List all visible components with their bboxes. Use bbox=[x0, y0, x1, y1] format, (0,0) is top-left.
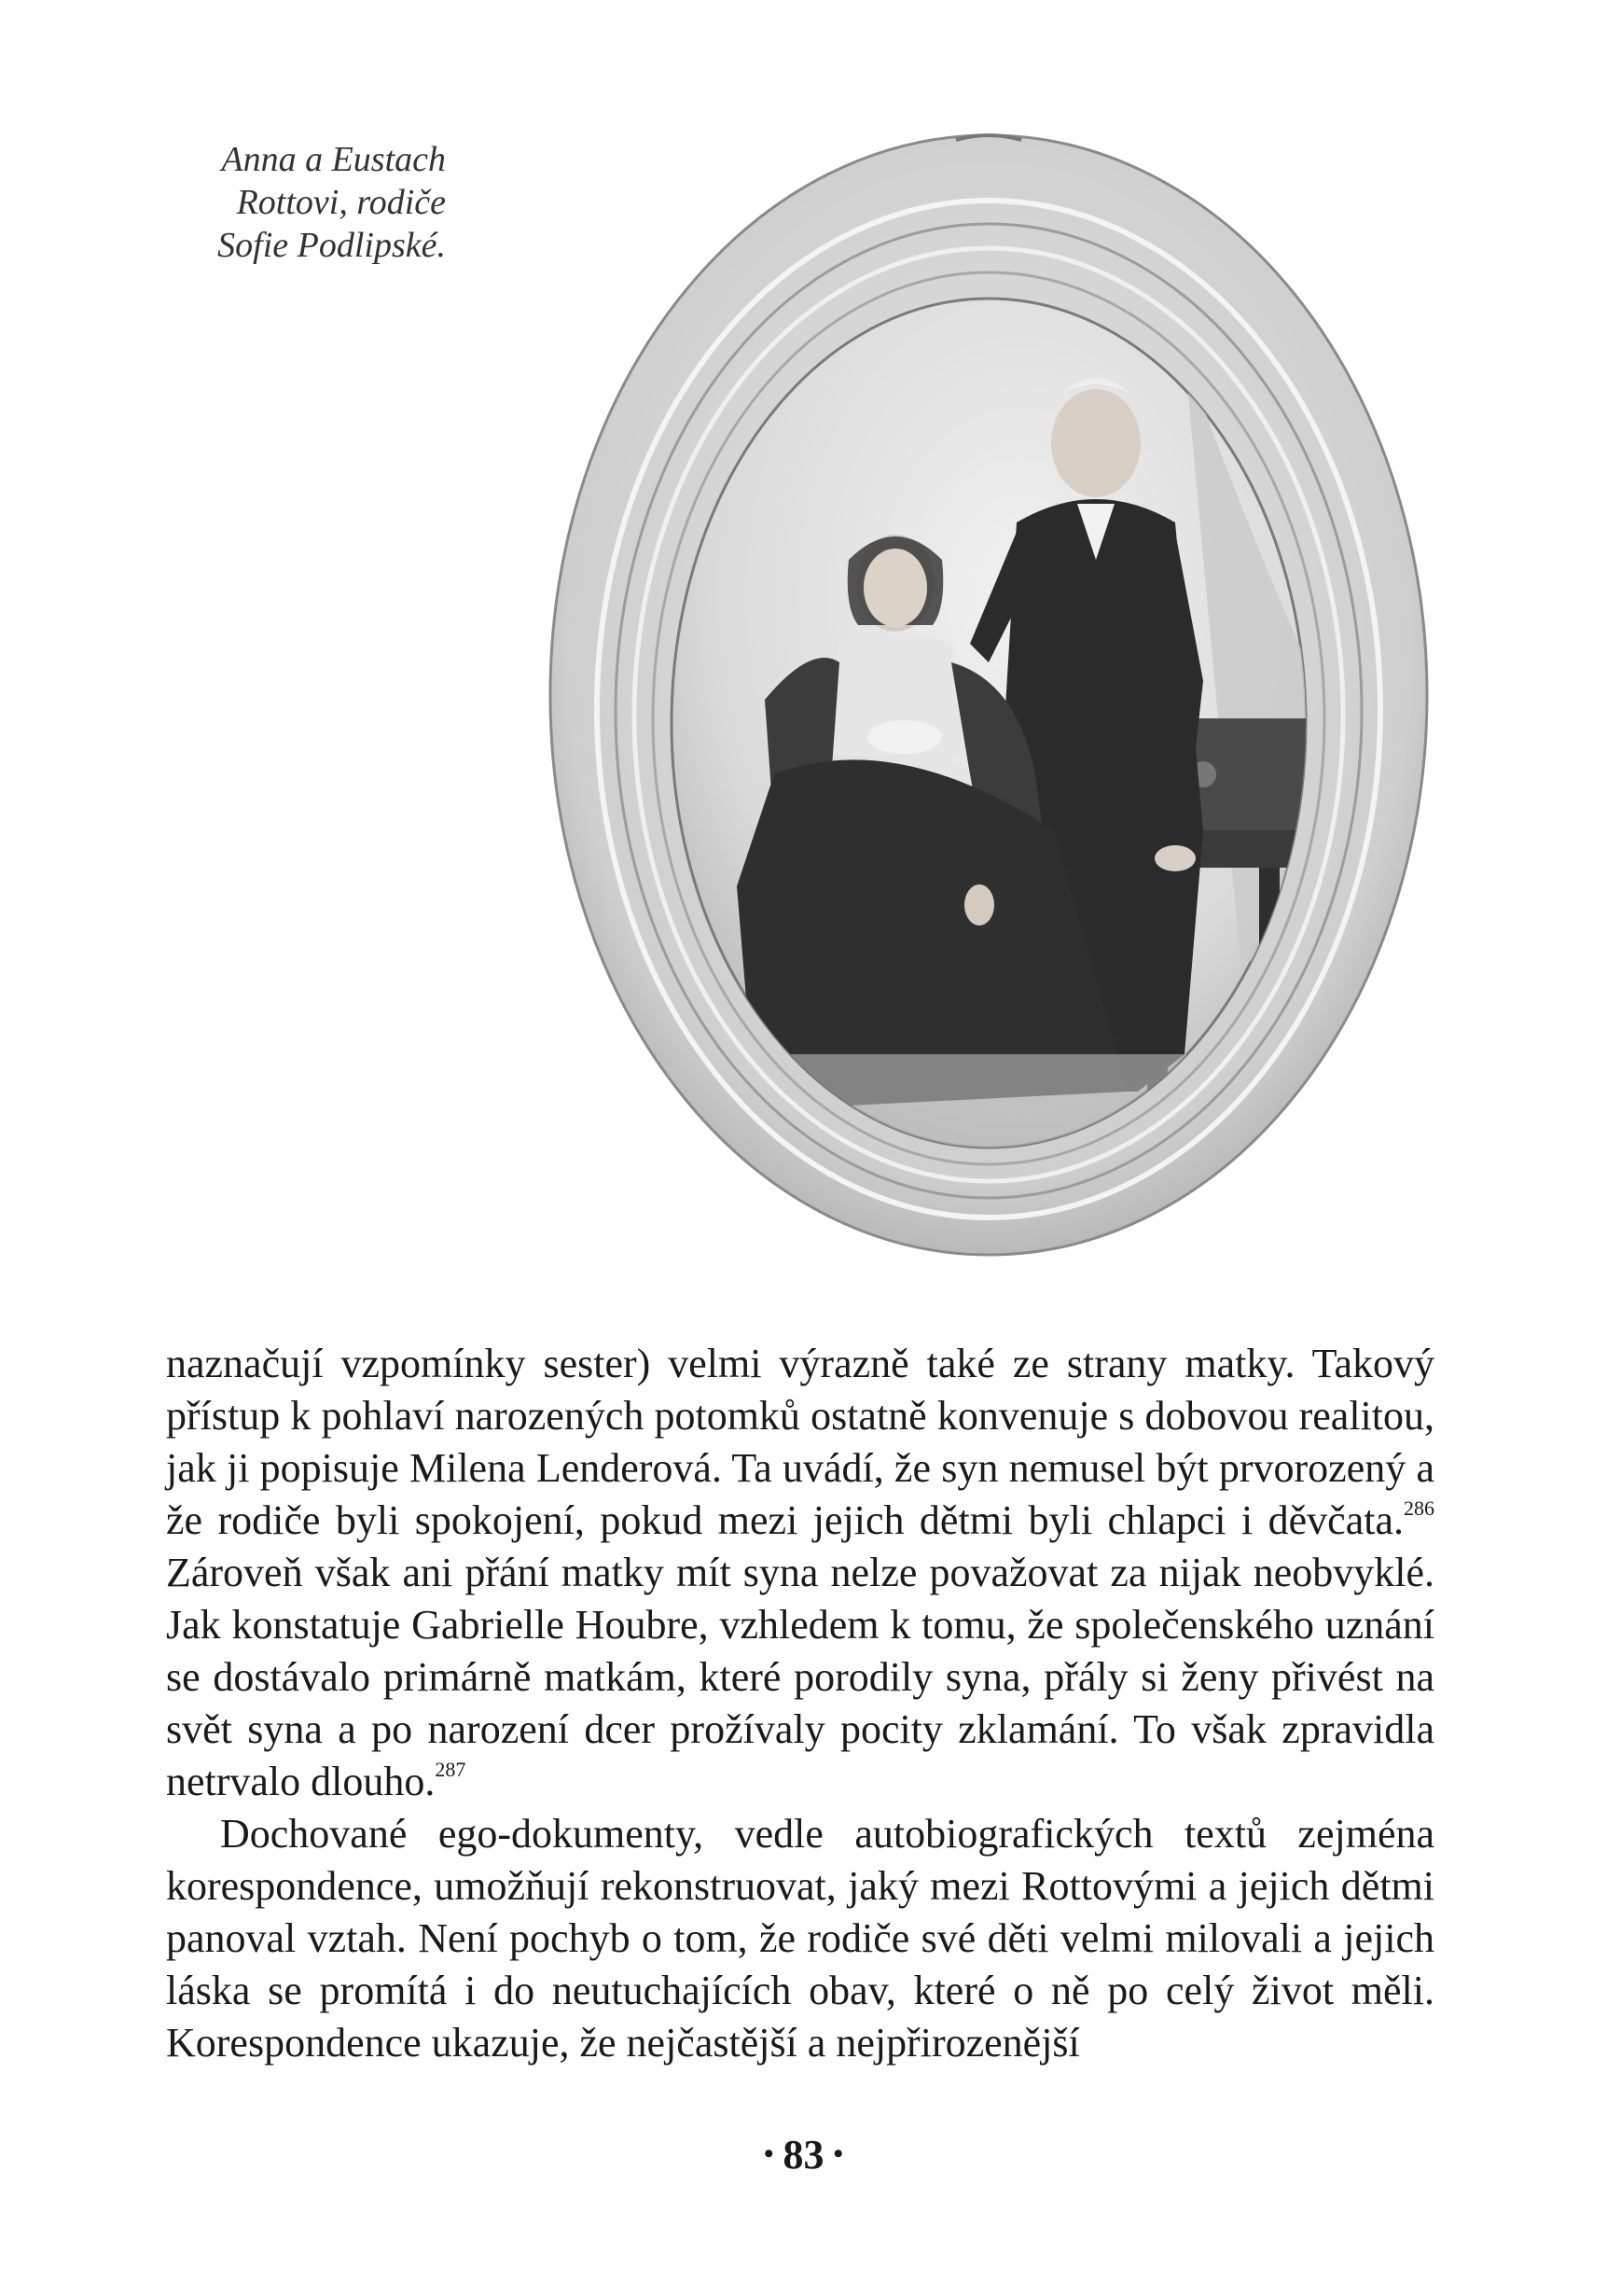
page-number-folio bbox=[0, 2131, 1607, 2178]
caption-line-3: Sofie Podlipské. bbox=[217, 226, 446, 265]
body-text bbox=[166, 1338, 1434, 2069]
caption-line-2: Rottovi, rodiče bbox=[236, 183, 446, 222]
paragraph-1-part-1: naznačují vzpomínky sester) velmi výrazně také ze strany matky. Takový přístup k pohlaví narozených potomků ostatně konvenuje s dobovou realitou, jak ji popisuje Milena Lenderová. Ta uvádí, že syn nemusel být prvorozený a že rodiče byli spokojení, pokud mezi jejich dětmi byli chlapci i děvčata. bbox=[166, 1341, 1434, 1543]
oval-framed-portrait-photo bbox=[532, 121, 1446, 1269]
folio-dot-right: • bbox=[833, 2138, 844, 2169]
folio-dot-left: • bbox=[763, 2138, 774, 2169]
paragraph-1 bbox=[166, 1338, 1434, 1808]
paragraph-2: Dochované ego-dokumenty, vedle autobiografických textů zejména korespondence, umožňují rekonstruovat, jaký mezi Rottovými a jejich dětmi panoval vztah. Není pochyb o tom, že rodiče své děti velmi milovali a jejich láska se promítá i do neutuchajících obav, které o ně po celý život měli. Korespondence ukazuje, že nejčastější a nejpřirozenější bbox=[166, 1811, 1434, 2066]
page-number: 83 bbox=[783, 2132, 824, 2178]
paragraph-1-part-2: Zároveň však ani přání matky mít syna nelze považovat za nijak neobvyklé. Jak konstatuje Gabrielle Houbre, vzhledem k tomu, že společenského uznání se dostávalo primárně matkám, které porodily syna, přály si ženy přivést na svět syna a po narození dcer prožívaly pocity zklamání. To však zpravidla netrvalo dlouho. bbox=[166, 1550, 1434, 1804]
figure-caption bbox=[149, 138, 446, 267]
footnote-ref-286[interactable]: 286 bbox=[1404, 1496, 1434, 1520]
footnote-ref-287[interactable]: 287 bbox=[435, 1758, 466, 1781]
caption-line-1: Anna a Eustach bbox=[221, 140, 446, 179]
